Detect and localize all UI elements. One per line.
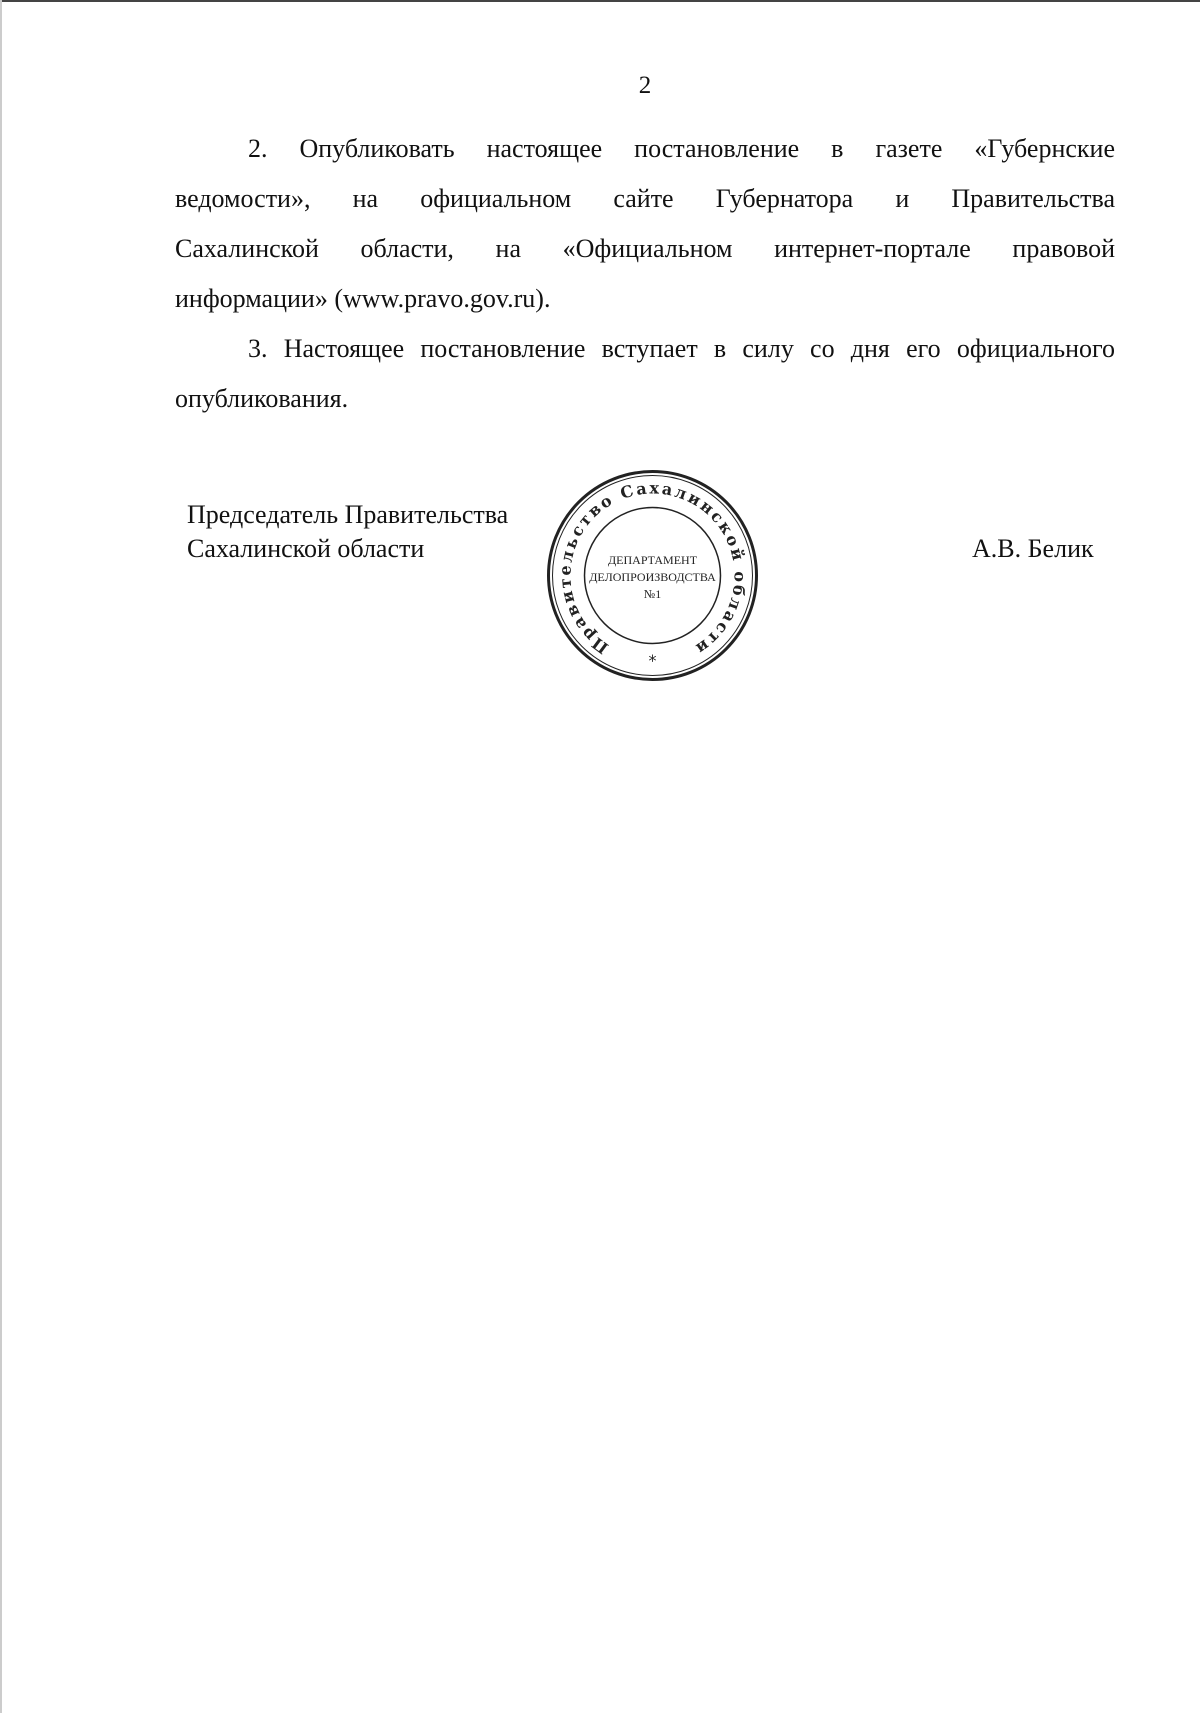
- text-line: опубликования.: [175, 384, 349, 413]
- stamp-inner-line-3: №1: [643, 587, 662, 601]
- position-line-2: Сахалинской области: [187, 534, 425, 563]
- signature-position: [187, 498, 508, 566]
- scan-top-edge: [0, 0, 1200, 2]
- official-seal: [545, 468, 760, 683]
- text-line: 2. Опубликовать настоящее постановление в газете «Губернские: [248, 134, 1115, 163]
- text-line: 3. Настоящее постановление вступает в силу со дня его официального: [248, 334, 1115, 363]
- signatory-name: А.В. Белик: [972, 534, 1094, 563]
- stamp-outer-text: Правительство Сахалинской области: [555, 478, 750, 659]
- text-line: Сахалинской области, на «Официальном интернет-портале правовой: [175, 234, 1115, 263]
- page-number: 2: [638, 72, 652, 99]
- scan-left-edge: [0, 0, 2, 1713]
- stamp-star: *: [648, 651, 657, 670]
- position-line-1: Председатель Правительства: [187, 500, 509, 529]
- text-line: ведомости», на официальном сайте Губернатора и Правительства: [175, 184, 1115, 213]
- stamp-inner-line-1: ДЕПАРТАМЕНТ: [607, 553, 698, 567]
- stamp-inner-line-2: ДЕЛОПРОИЗВОДСТВА: [589, 570, 716, 584]
- text-line: информации» (www.pravo.gov.ru).: [175, 284, 551, 313]
